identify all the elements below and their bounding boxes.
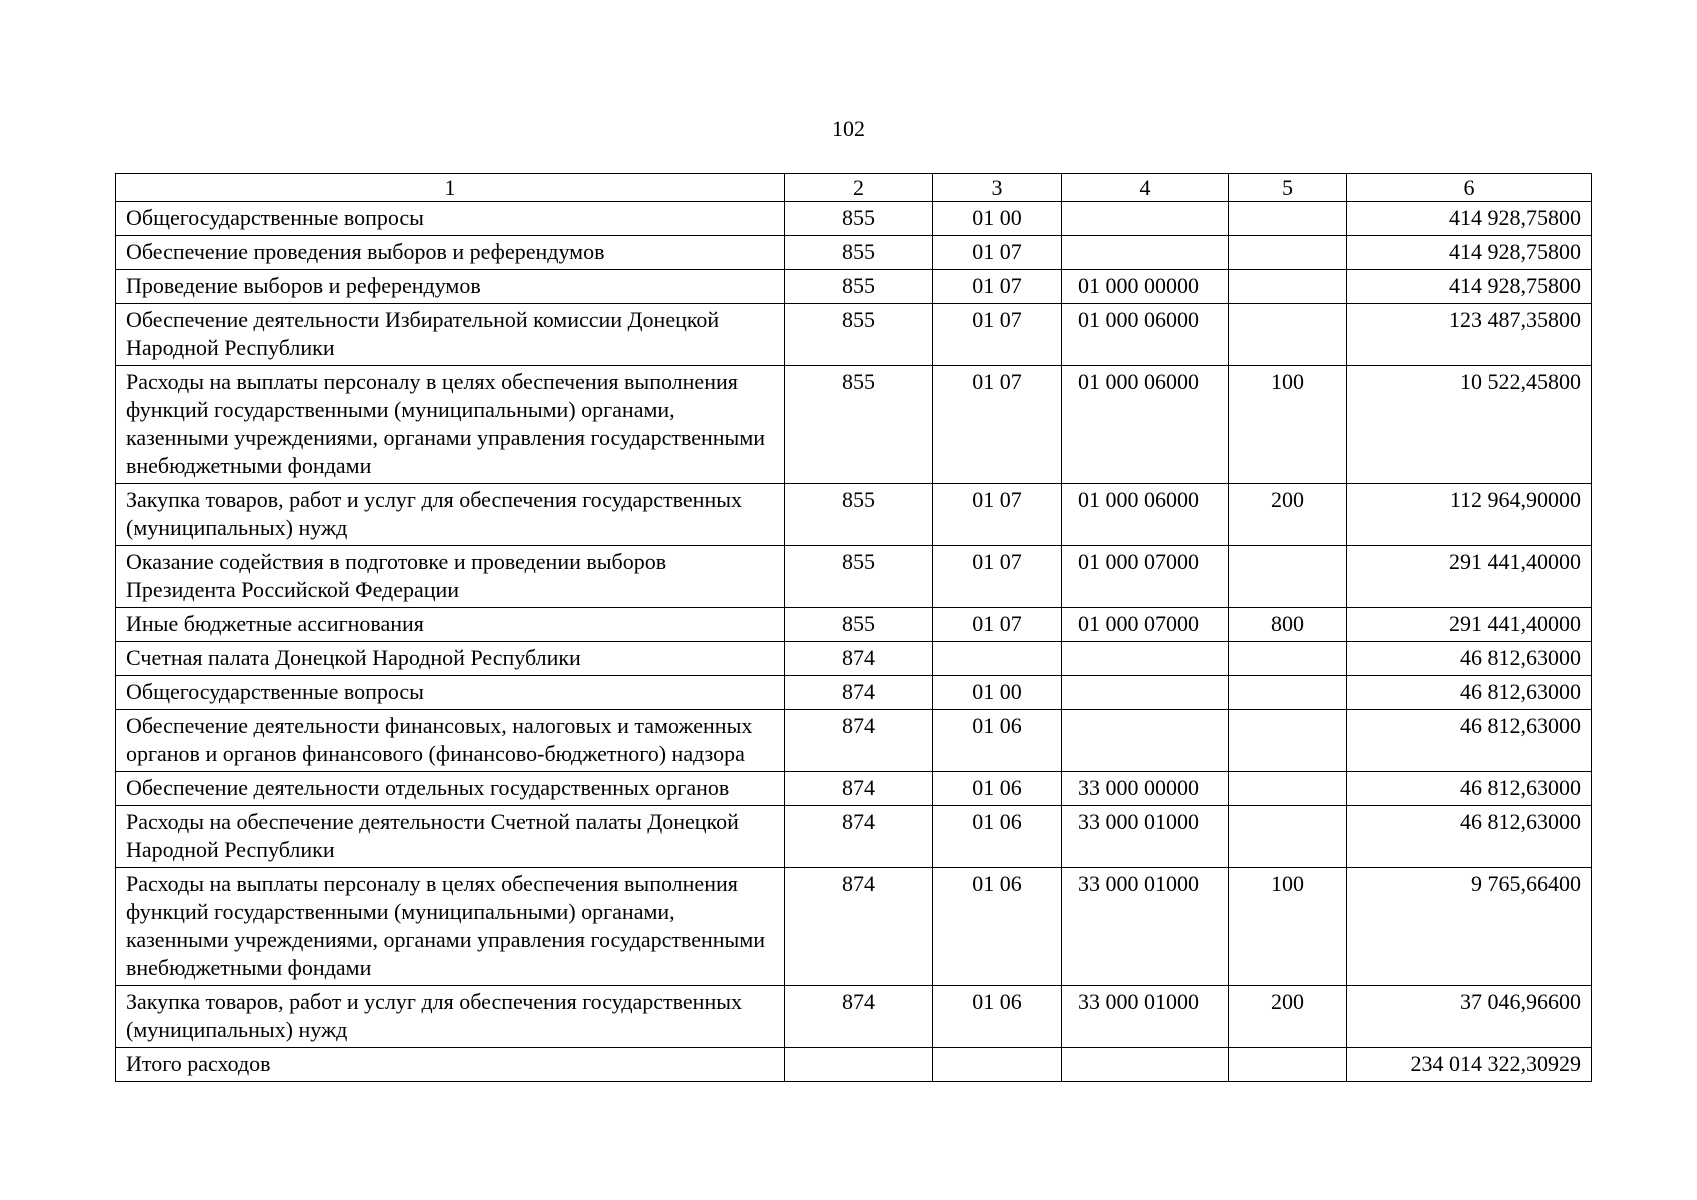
expense-type-cell — [1229, 546, 1347, 608]
section-code-cell — [933, 1048, 1062, 1082]
expense-name-cell: Расходы на выплаты персоналу в целях обеспечения выполнения функций государственными (муниципальными) органами, казенными учреждениями, органами управления государственными внебюджетными фондами — [116, 366, 785, 484]
table-header — [116, 174, 1592, 202]
section-code-cell: 01 07 — [933, 484, 1062, 546]
amount-cell: 37 046,96600 — [1347, 986, 1592, 1048]
expense-type-cell — [1229, 1048, 1347, 1082]
target-article-cell — [1062, 710, 1229, 772]
section-code-cell: 01 07 — [933, 304, 1062, 366]
grbs-code-cell: 874 — [785, 676, 933, 710]
expense-type-cell — [1229, 772, 1347, 806]
grbs-code-cell: 855 — [785, 366, 933, 484]
grbs-code-cell: 855 — [785, 202, 933, 236]
expense-type-cell — [1229, 710, 1347, 772]
amount-cell: 414 928,75800 — [1347, 202, 1592, 236]
grbs-code-cell: 874 — [785, 772, 933, 806]
amount-cell: 414 928,75800 — [1347, 236, 1592, 270]
column-header: 2 — [785, 174, 933, 202]
table-row — [116, 710, 1592, 772]
target-article-cell: 01 000 07000 — [1062, 546, 1229, 608]
table-row — [116, 546, 1592, 608]
grbs-code-cell: 874 — [785, 868, 933, 986]
table-row — [116, 270, 1592, 304]
expense-type-cell: 200 — [1229, 484, 1347, 546]
expense-name-cell: Обеспечение проведения выборов и референдумов — [116, 236, 785, 270]
expense-type-cell: 200 — [1229, 986, 1347, 1048]
table-row — [116, 868, 1592, 986]
amount-cell: 414 928,75800 — [1347, 270, 1592, 304]
target-article-cell: 01 000 06000 — [1062, 304, 1229, 366]
section-code-cell — [933, 642, 1062, 676]
target-article-cell: 33 000 01000 — [1062, 806, 1229, 868]
expense-name-cell: Закупка товаров, работ и услуг для обеспечения государственных (муниципальных) нужд — [116, 986, 785, 1048]
amount-cell: 291 441,40000 — [1347, 608, 1592, 642]
expense-type-cell — [1229, 676, 1347, 710]
table-row — [116, 772, 1592, 806]
grbs-code-cell: 855 — [785, 304, 933, 366]
column-header: 5 — [1229, 174, 1347, 202]
expense-type-cell — [1229, 202, 1347, 236]
grbs-code-cell: 855 — [785, 270, 933, 304]
expense-type-cell: 100 — [1229, 868, 1347, 986]
target-article-cell — [1062, 676, 1229, 710]
column-header: 6 — [1347, 174, 1592, 202]
expense-name-cell: Счетная палата Донецкой Народной Республики — [116, 642, 785, 676]
section-code-cell: 01 07 — [933, 608, 1062, 642]
expense-type-cell — [1229, 642, 1347, 676]
column-header: 4 — [1062, 174, 1229, 202]
table-row — [116, 676, 1592, 710]
budget-expenditure-table — [115, 173, 1592, 1082]
table-row — [116, 1048, 1592, 1082]
section-code-cell: 01 07 — [933, 546, 1062, 608]
amount-cell: 46 812,63000 — [1347, 806, 1592, 868]
section-code-cell: 01 07 — [933, 236, 1062, 270]
target-article-cell: 33 000 01000 — [1062, 986, 1229, 1048]
grbs-code-cell: 855 — [785, 608, 933, 642]
amount-cell: 46 812,63000 — [1347, 772, 1592, 806]
column-header: 1 — [116, 174, 785, 202]
amount-cell: 234 014 322,30929 — [1347, 1048, 1592, 1082]
amount-cell: 10 522,45800 — [1347, 366, 1592, 484]
target-article-cell: 01 000 00000 — [1062, 270, 1229, 304]
section-code-cell: 01 06 — [933, 806, 1062, 868]
amount-cell: 46 812,63000 — [1347, 710, 1592, 772]
expense-name-cell: Общегосударственные вопросы — [116, 202, 785, 236]
expense-type-cell — [1229, 270, 1347, 304]
grbs-code-cell: 855 — [785, 236, 933, 270]
expense-name-cell: Закупка товаров, работ и услуг для обеспечения государственных (муниципальных) нужд — [116, 484, 785, 546]
amount-cell: 46 812,63000 — [1347, 642, 1592, 676]
column-number-row — [116, 174, 1592, 202]
target-article-cell: 01 000 07000 — [1062, 608, 1229, 642]
expense-type-cell — [1229, 304, 1347, 366]
expense-name-cell: Обеспечение деятельности отдельных государственных органов — [116, 772, 785, 806]
grbs-code-cell: 874 — [785, 986, 933, 1048]
table-row — [116, 608, 1592, 642]
target-article-cell — [1062, 642, 1229, 676]
expense-type-cell — [1229, 806, 1347, 868]
table-row — [116, 202, 1592, 236]
target-article-cell: 33 000 00000 — [1062, 772, 1229, 806]
target-article-cell: 01 000 06000 — [1062, 484, 1229, 546]
target-article-cell: 33 000 01000 — [1062, 868, 1229, 986]
expense-type-cell — [1229, 236, 1347, 270]
table-row — [116, 366, 1592, 484]
section-code-cell: 01 06 — [933, 710, 1062, 772]
page-number: 102 — [832, 116, 865, 141]
grbs-code-cell: 874 — [785, 710, 933, 772]
section-code-cell: 01 00 — [933, 676, 1062, 710]
target-article-cell: 01 000 06000 — [1062, 366, 1229, 484]
expense-name-cell: Оказание содействия в подготовке и проведении выборов Президента Российской Федерации — [116, 546, 785, 608]
table-row — [116, 304, 1592, 366]
section-code-cell: 01 07 — [933, 270, 1062, 304]
target-article-cell — [1062, 202, 1229, 236]
target-article-cell — [1062, 236, 1229, 270]
amount-cell: 46 812,63000 — [1347, 676, 1592, 710]
section-code-cell: 01 07 — [933, 366, 1062, 484]
table-body — [116, 202, 1592, 1082]
section-code-cell: 01 06 — [933, 772, 1062, 806]
amount-cell: 123 487,35800 — [1347, 304, 1592, 366]
expense-name-cell: Итого расходов — [116, 1048, 785, 1082]
expense-name-cell: Обеспечение деятельности финансовых, налоговых и таможенных органов и органов финансового (финансово-бюджетного) надзора — [116, 710, 785, 772]
table-row — [116, 236, 1592, 270]
expense-type-cell: 100 — [1229, 366, 1347, 484]
section-code-cell: 01 06 — [933, 986, 1062, 1048]
grbs-code-cell: 874 — [785, 806, 933, 868]
expense-name-cell: Проведение выборов и референдумов — [116, 270, 785, 304]
table-row — [116, 484, 1592, 546]
amount-cell: 9 765,66400 — [1347, 868, 1592, 986]
grbs-code-cell: 874 — [785, 642, 933, 676]
expense-name-cell: Расходы на выплаты персоналу в целях обеспечения выполнения функций государственными (муниципальными) органами, казенными учреждениями, органами управления государственными внебюджетными фондами — [116, 868, 785, 986]
section-code-cell: 01 06 — [933, 868, 1062, 986]
grbs-code-cell: 855 — [785, 484, 933, 546]
amount-cell: 291 441,40000 — [1347, 546, 1592, 608]
expense-name-cell: Иные бюджетные ассигнования — [116, 608, 785, 642]
expense-name-cell: Общегосударственные вопросы — [116, 676, 785, 710]
grbs-code-cell: 855 — [785, 546, 933, 608]
grbs-code-cell — [785, 1048, 933, 1082]
table-row — [116, 642, 1592, 676]
target-article-cell — [1062, 1048, 1229, 1082]
table-row — [116, 986, 1592, 1048]
expense-name-cell: Расходы на обеспечение деятельности Счетной палаты Донецкой Народной Республики — [116, 806, 785, 868]
column-header: 3 — [933, 174, 1062, 202]
expense-type-cell: 800 — [1229, 608, 1347, 642]
expense-name-cell: Обеспечение деятельности Избирательной комиссии Донецкой Народной Республики — [116, 304, 785, 366]
amount-cell: 112 964,90000 — [1347, 484, 1592, 546]
table-row — [116, 806, 1592, 868]
section-code-cell: 01 00 — [933, 202, 1062, 236]
